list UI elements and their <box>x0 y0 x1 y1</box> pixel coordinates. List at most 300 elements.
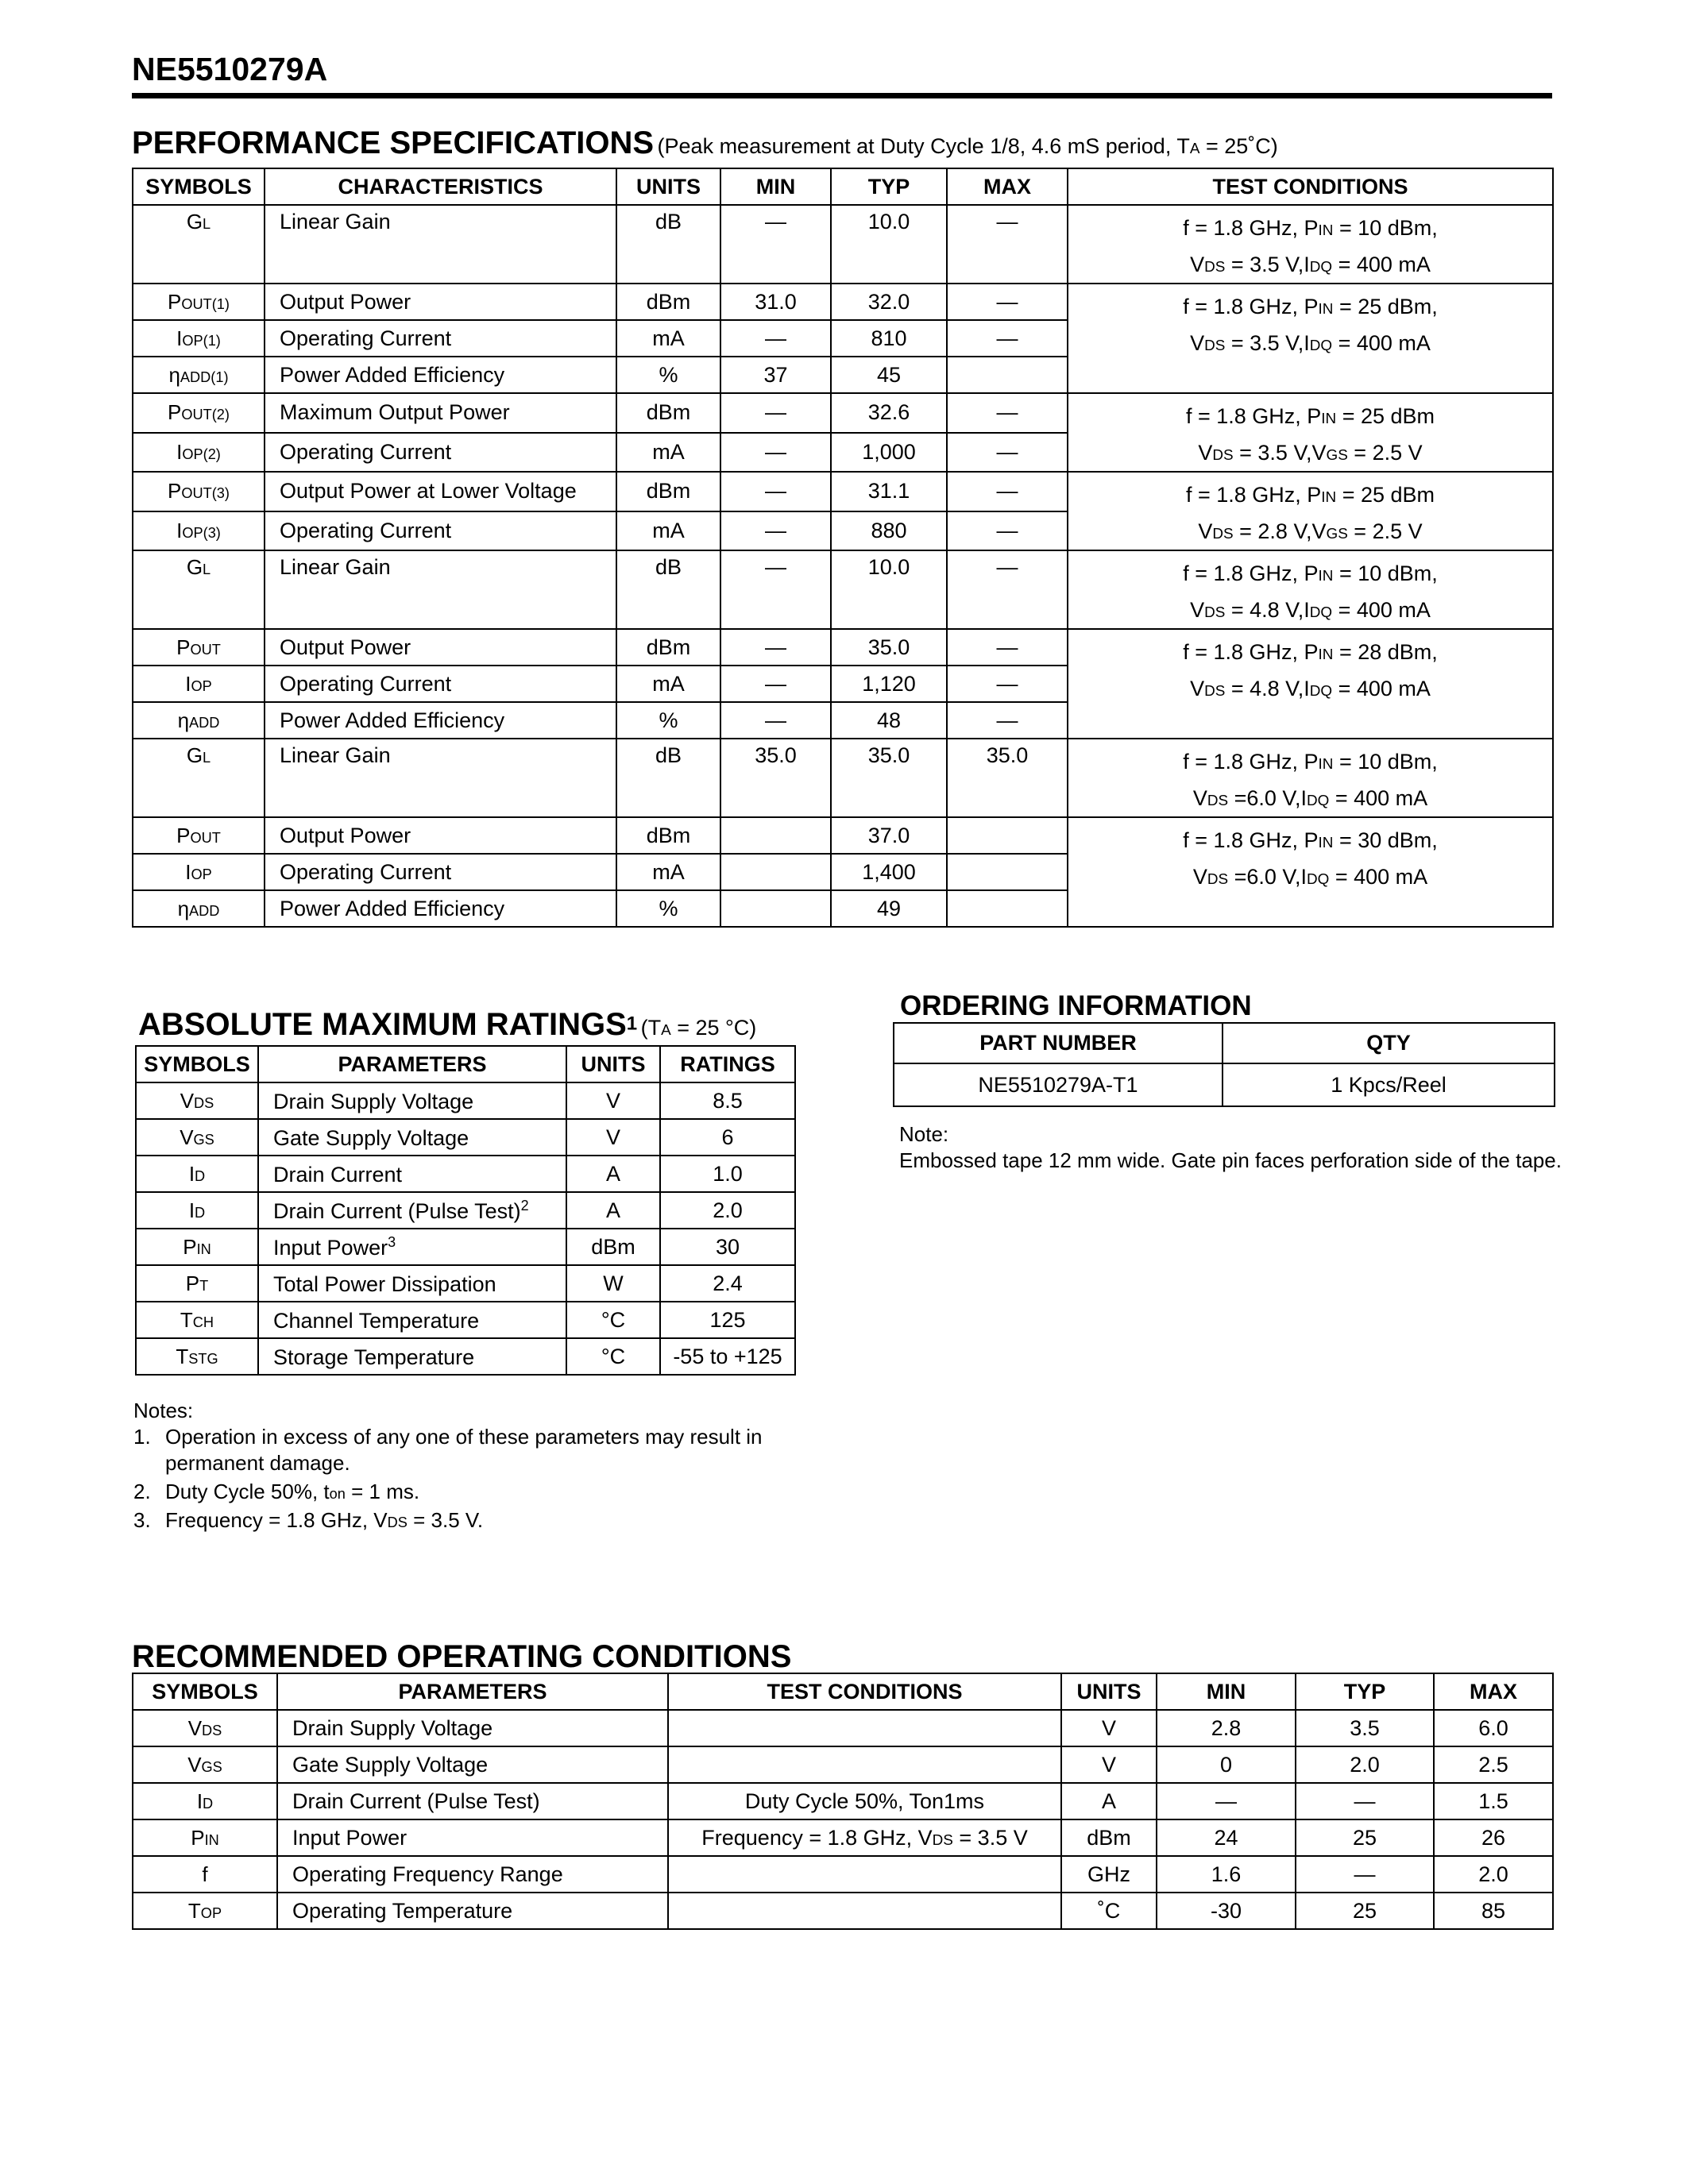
abs-max-notes-heading: Notes: <box>133 1399 194 1422</box>
recommended-title-text: RECOMMENDED OPERATING CONDITIONS <box>132 1639 792 1674</box>
abs-max-table <box>135 1045 796 1376</box>
cond-text: Duty Cycle 50%, Ton1ms <box>744 1788 985 1813</box>
symbol-cell <box>133 1710 277 1746</box>
header-max: MAX <box>947 168 1068 205</box>
performance-header-row <box>133 168 1553 205</box>
header-typ: TYP <box>831 168 947 205</box>
max-cell: — <box>947 320 1068 357</box>
units-cell: dBm <box>616 472 720 511</box>
typ-cell: 45 <box>831 357 947 393</box>
characteristic-cell: Linear Gain <box>265 550 616 629</box>
roc-header-symbols: SYMBOLS <box>133 1673 277 1710</box>
symbol-main: V <box>187 1752 202 1777</box>
characteristic-cell: Operating Current <box>265 433 616 473</box>
recommended-row <box>133 1746 1553 1783</box>
cond-sub: IN <box>1318 835 1334 851</box>
units-cell: A <box>566 1156 660 1192</box>
min-cell: 35.0 <box>720 739 831 817</box>
symbol-cell <box>133 284 265 320</box>
parameter-cell <box>258 1082 566 1119</box>
characteristic-cell: Power Added Efficiency <box>265 702 616 739</box>
symbol-main: V <box>180 1125 194 1149</box>
symbol-cell <box>133 550 265 629</box>
test-conditions-cell <box>1068 393 1553 472</box>
symbol-main: P <box>168 400 182 425</box>
max-cell: 2.0 <box>1434 1856 1553 1893</box>
performance-row <box>133 739 1553 817</box>
symbol-sub: OUT(3) <box>181 485 230 502</box>
units-cell: dB <box>616 550 720 629</box>
roc-header-min: MIN <box>1157 1673 1296 1710</box>
max-cell: — <box>947 550 1068 629</box>
ordering-qty: 1 Kpcs/Reel <box>1223 1063 1555 1106</box>
test-condition-cell <box>668 1819 1061 1856</box>
cond-text: = 3.5 V,V <box>1233 441 1327 465</box>
abs-max-row <box>136 1302 795 1338</box>
parameter-cell <box>258 1119 566 1156</box>
cond-sub: DS <box>1212 447 1234 464</box>
cond-sub: DS <box>932 1831 953 1849</box>
symbol-sub: ADD <box>189 902 220 919</box>
rating-cell: 1.0 <box>660 1156 795 1192</box>
cond-sub: DQ <box>1309 604 1333 621</box>
symbol-sub: L <box>203 750 211 766</box>
symbol-cell <box>133 393 265 433</box>
performance-subtitle-post: = 25˚C) <box>1199 134 1278 158</box>
min-cell: -30 <box>1157 1893 1296 1929</box>
symbol-cell <box>136 1265 258 1302</box>
performance-row <box>133 284 1553 320</box>
symbol-main: G <box>186 743 203 767</box>
max-cell: — <box>947 205 1068 284</box>
ordering-notes <box>899 1121 1566 1174</box>
performance-row <box>133 472 1553 511</box>
max-cell: — <box>947 511 1068 551</box>
abs-max-header-row <box>136 1046 795 1082</box>
symbol-sub: L <box>203 561 211 577</box>
cond-text: V <box>1198 519 1213 543</box>
cond-text: = 400 mA <box>1332 677 1431 700</box>
symbol-sub: DS <box>194 1094 214 1111</box>
symbol-sub: L <box>203 216 211 232</box>
cond-text: V <box>1190 331 1205 355</box>
abs-max-title-sup: 1 <box>626 1013 638 1035</box>
characteristic-cell: Power Added Efficiency <box>265 890 616 927</box>
units-cell: % <box>616 890 720 927</box>
cond-sub: DS <box>1204 604 1226 621</box>
min-cell: 2.8 <box>1157 1710 1296 1746</box>
max-cell: — <box>947 284 1068 320</box>
min-cell: 31.0 <box>720 284 831 320</box>
cond-text: =6.0 V,I <box>1228 786 1307 810</box>
symbol-cell <box>133 357 265 393</box>
ordering-row <box>894 1063 1555 1106</box>
symbol-cell <box>133 1819 277 1856</box>
symbol-cell <box>133 817 265 854</box>
parameter-cell <box>258 1156 566 1192</box>
test-conditions-cell <box>1068 739 1553 817</box>
units-cell: V <box>1061 1710 1157 1746</box>
symbol-main: I <box>185 671 191 696</box>
performance-table <box>132 168 1554 928</box>
max-cell: — <box>947 702 1068 739</box>
symbol-sub: OUT <box>190 641 221 658</box>
symbol-sub: D <box>195 1204 206 1221</box>
cond-text: f = 1.8 GHz, P <box>1185 404 1322 428</box>
cond-sub: IN <box>1321 489 1337 506</box>
ordering-note-heading: Note: <box>899 1122 949 1146</box>
symbol-sub: DS <box>202 1722 222 1738</box>
cond-text: = 4.8 V,I <box>1225 677 1310 700</box>
cond-sub: GS <box>1326 447 1348 464</box>
parameter-text: Drain Current <box>273 1162 403 1187</box>
recommended-row <box>133 1856 1553 1893</box>
cond-text: = 4.8 V,I <box>1225 598 1310 622</box>
symbol-cell <box>136 1192 258 1229</box>
characteristic-cell: Power Added Efficiency <box>265 357 616 393</box>
cond-text: V <box>1192 786 1207 810</box>
symbol-sub: OUT(1) <box>181 295 230 312</box>
cond-sub: DQ <box>1309 683 1333 700</box>
recommended-row <box>133 1893 1553 1929</box>
roc-header-parameters: PARAMETERS <box>277 1673 668 1710</box>
cond-text: Frequency = 1.8 GHz, V <box>701 1825 933 1850</box>
symbol-cell <box>133 1746 277 1783</box>
note-number: 2. <box>133 1480 151 1503</box>
recommended-row <box>133 1710 1553 1746</box>
test-condition-line <box>1068 513 1552 550</box>
max-cell <box>947 357 1068 393</box>
parameter-cell: Gate Supply Voltage <box>277 1746 668 1783</box>
cond-text: = 400 mA <box>1329 865 1428 889</box>
roc-header-typ: TYP <box>1296 1673 1434 1710</box>
cond-text: f = 1.8 GHz, P <box>1185 483 1322 507</box>
units-cell: °C <box>566 1302 660 1338</box>
cond-text: f = 1.8 GHz, P <box>1183 295 1319 318</box>
units-cell: °C <box>566 1338 660 1375</box>
ordering-header-part: PART NUMBER <box>894 1023 1223 1063</box>
symbol-cell <box>136 1119 258 1156</box>
rating-cell: 125 <box>660 1302 795 1338</box>
cond-sub: DS <box>1212 526 1234 542</box>
symbol-main: I <box>196 1788 203 1813</box>
cond-text: = 3.5 V,I <box>1225 331 1310 355</box>
cond-text: V <box>1190 677 1205 700</box>
symbol-cell <box>133 205 265 284</box>
ordering-table <box>893 1022 1555 1107</box>
test-conditions-cell <box>1068 817 1553 927</box>
characteristic-cell: Operating Current <box>265 666 616 702</box>
symbol-sub: CH <box>192 1314 214 1330</box>
recommended-header-row <box>133 1673 1553 1710</box>
symbol-sub: OP <box>191 677 212 694</box>
performance-subtitle-pre: (Peak measurement at Duty Cycle 1/8, 4.6 mS period, T <box>657 134 1190 158</box>
note-text-sub: on <box>329 1486 346 1502</box>
symbol-main: η <box>177 708 190 732</box>
symbol-cell <box>133 739 265 817</box>
performance-row <box>133 550 1553 629</box>
symbol-cell <box>133 1893 277 1929</box>
max-cell: 1.5 <box>1434 1783 1553 1819</box>
symbol-main: T <box>187 1898 201 1923</box>
header-symbols: SYMBOLS <box>133 168 265 205</box>
typ-cell: 37.0 <box>831 817 947 854</box>
rating-cell: -55 to +125 <box>660 1338 795 1375</box>
units-cell: V <box>566 1082 660 1119</box>
units-cell: A <box>1061 1783 1157 1819</box>
symbol-sub: OP(1) <box>182 332 221 349</box>
test-condition-line <box>1068 822 1552 859</box>
symbol-main: f <box>202 1862 208 1886</box>
parameter-cell <box>258 1338 566 1375</box>
parameter-text: Drain Supply Voltage <box>273 1089 474 1113</box>
cond-text: V <box>1190 253 1205 276</box>
symbol-main: G <box>186 555 203 579</box>
characteristic-cell: Output Power <box>265 284 616 320</box>
cond-sub: DS <box>1204 259 1226 276</box>
symbol-cell <box>133 666 265 702</box>
header-units: UNITS <box>616 168 720 205</box>
test-conditions-cell <box>1068 629 1553 739</box>
units-cell: W <box>566 1265 660 1302</box>
cond-text: f = 1.8 GHz, P <box>1183 561 1319 585</box>
typ-cell: 35.0 <box>831 629 947 666</box>
test-condition-line <box>1068 288 1552 325</box>
abs-max-notes <box>133 1398 801 1536</box>
note-text <box>165 1424 801 1479</box>
max-cell: — <box>947 433 1068 473</box>
cond-sub: DS <box>1204 338 1226 354</box>
roc-header-test-conditions: TEST CONDITIONS <box>668 1673 1061 1710</box>
symbol-sub: GS <box>201 1758 222 1775</box>
test-condition-line <box>1068 592 1552 628</box>
units-cell: % <box>616 702 720 739</box>
note-text-pre: Operation in excess of any one of these parameters may result in permanent damage. <box>165 1425 763 1475</box>
symbol-main: I <box>176 518 183 542</box>
cond-text: = 400 mA <box>1329 786 1428 810</box>
symbol-main: P <box>176 823 191 847</box>
test-condition-line <box>1068 634 1552 670</box>
typ-cell: 10.0 <box>831 550 947 629</box>
symbol-cell <box>136 1338 258 1375</box>
typ-cell: 32.0 <box>831 284 947 320</box>
footnote-ref: 2 <box>520 1197 529 1214</box>
parameter-text: Input Power <box>273 1235 388 1260</box>
parameter-text: Channel Temperature <box>273 1308 480 1333</box>
min-cell: 24 <box>1157 1819 1296 1856</box>
typ-cell: 810 <box>831 320 947 357</box>
units-cell: V <box>566 1119 660 1156</box>
amr-header-parameters: PARAMETERS <box>258 1046 566 1082</box>
symbol-main: T <box>180 1307 193 1332</box>
recommended-title <box>132 1639 791 1675</box>
symbol-sub: OP(3) <box>182 524 221 541</box>
max-cell <box>947 817 1068 854</box>
max-cell <box>947 854 1068 890</box>
typ-cell: 25 <box>1296 1893 1434 1929</box>
symbol-cell <box>133 433 265 473</box>
cond-text: = 25 dBm <box>1336 483 1435 507</box>
symbol-sub: OP(2) <box>182 446 221 462</box>
symbol-sub: STG <box>188 1350 218 1367</box>
symbol-cell <box>133 1856 277 1893</box>
cond-text: V <box>1192 865 1207 889</box>
performance-subtitle <box>658 134 1278 158</box>
symbol-main: P <box>168 289 182 314</box>
abs-max-row <box>136 1082 795 1119</box>
units-cell: GHz <box>1061 1856 1157 1893</box>
max-cell: 26 <box>1434 1819 1553 1856</box>
units-cell: ˚C <box>1061 1893 1157 1929</box>
cond-text: = 25 dBm <box>1336 404 1435 428</box>
parameter-cell <box>258 1302 566 1338</box>
amr-header-units: UNITS <box>566 1046 660 1082</box>
test-condition-cell <box>668 1746 1061 1783</box>
symbol-main: P <box>176 635 191 659</box>
performance-row <box>133 205 1553 284</box>
test-conditions-cell <box>1068 550 1553 629</box>
symbol-main: η <box>177 896 190 920</box>
characteristic-cell: Operating Current <box>265 511 616 551</box>
max-cell: — <box>947 472 1068 511</box>
symbol-main: G <box>186 210 203 233</box>
cond-sub: IN <box>1318 756 1334 773</box>
test-condition-cell <box>668 1783 1061 1819</box>
characteristic-cell: Linear Gain <box>265 739 616 817</box>
parameter-cell: Operating Temperature <box>277 1893 668 1929</box>
characteristic-cell: Operating Current <box>265 854 616 890</box>
cond-text: = 3.5 V,I <box>1225 253 1310 276</box>
cond-sub: DQ <box>1309 338 1333 354</box>
ordering-title-text: ORDERING INFORMATION <box>900 990 1252 1021</box>
cond-sub: IN <box>1318 301 1334 318</box>
parameter-cell: Drain Current (Pulse Test) <box>277 1783 668 1819</box>
cond-text: f = 1.8 GHz, P <box>1183 828 1319 852</box>
test-conditions-cell <box>1068 284 1553 393</box>
abs-max-subtitle-post: = 25 °C) <box>670 1016 757 1040</box>
cond-text: = 2.5 V <box>1347 441 1423 465</box>
note-text-post: = 3.5 V. <box>407 1508 484 1532</box>
abs-max-row <box>136 1229 795 1265</box>
performance-title-text: PERFORMANCE SPECIFICATIONS <box>132 125 655 160</box>
roc-header-units: UNITS <box>1061 1673 1157 1710</box>
min-cell: — <box>720 511 831 551</box>
note-number: 3. <box>133 1508 151 1532</box>
recommended-row <box>133 1783 1553 1819</box>
min-cell: — <box>720 666 831 702</box>
note-text-pre: Duty Cycle 50%, t <box>165 1480 330 1503</box>
test-condition-cell <box>668 1856 1061 1893</box>
symbol-cell <box>133 511 265 551</box>
typ-cell: — <box>1296 1783 1434 1819</box>
recommended-table <box>132 1673 1554 1930</box>
units-cell: dBm <box>616 284 720 320</box>
cond-sub: DQ <box>1306 793 1330 809</box>
cond-text: = 400 mA <box>1332 331 1431 355</box>
cond-text: f = 1.8 GHz, P <box>1183 640 1319 664</box>
note-item <box>133 1424 801 1479</box>
cond-sub: IN <box>1318 646 1334 663</box>
min-cell: — <box>720 472 831 511</box>
symbol-main: I <box>176 326 183 350</box>
rating-cell: 2.4 <box>660 1265 795 1302</box>
rating-cell: 8.5 <box>660 1082 795 1119</box>
abs-max-row <box>136 1265 795 1302</box>
symbol-cell <box>133 890 265 927</box>
symbol-main: I <box>185 859 191 884</box>
cond-text: V <box>1190 598 1205 622</box>
symbol-sub: GS <box>193 1131 214 1148</box>
test-condition-line <box>1068 670 1552 707</box>
units-cell: dBm <box>616 817 720 854</box>
cond-sub: IN <box>1318 568 1334 585</box>
cond-text: f = 1.8 GHz, P <box>1183 750 1319 774</box>
ordering-note-text: Embossed tape 12 mm wide. Gate pin faces perforation side of the tape. <box>899 1148 1562 1172</box>
characteristic-cell: Output Power <box>265 817 616 854</box>
header-characteristics: CHARACTERISTICS <box>265 168 616 205</box>
max-cell: 35.0 <box>947 739 1068 817</box>
units-cell: mA <box>616 854 720 890</box>
characteristic-cell: Operating Current <box>265 320 616 357</box>
test-condition-cell <box>668 1893 1061 1929</box>
test-condition-line <box>1068 780 1552 816</box>
characteristic-cell: Maximum Output Power <box>265 393 616 433</box>
typ-cell: 2.0 <box>1296 1746 1434 1783</box>
performance-row <box>133 393 1553 433</box>
rating-cell: 30 <box>660 1229 795 1265</box>
ordering-title <box>900 990 1252 1022</box>
units-cell: A <box>566 1192 660 1229</box>
typ-cell: 25 <box>1296 1819 1434 1856</box>
cond-text: = 10 dBm, <box>1333 561 1438 585</box>
typ-cell: 48 <box>831 702 947 739</box>
units-cell: mA <box>616 433 720 473</box>
typ-cell: 1,000 <box>831 433 947 473</box>
symbol-cell <box>133 854 265 890</box>
characteristic-cell: Output Power at Lower Voltage <box>265 472 616 511</box>
abs-max-subtitle <box>641 1016 757 1040</box>
symbol-main: P <box>191 1825 205 1850</box>
symbol-sub: OUT(2) <box>181 407 230 423</box>
header-test-conditions: TEST CONDITIONS <box>1068 168 1553 205</box>
cond-sub: IN <box>1318 222 1334 239</box>
test-condition-line <box>1068 477 1552 513</box>
performance-row <box>133 629 1553 666</box>
typ-cell: 880 <box>831 511 947 551</box>
symbol-cell <box>136 1229 258 1265</box>
typ-cell: 3.5 <box>1296 1710 1434 1746</box>
units-cell: mA <box>616 666 720 702</box>
header-min: MIN <box>720 168 831 205</box>
units-cell: dBm <box>1061 1819 1157 1856</box>
min-cell: — <box>720 320 831 357</box>
ordering-header-qty: QTY <box>1223 1023 1555 1063</box>
cond-sub: GS <box>1326 526 1348 542</box>
performance-subtitle-sub: A <box>1189 141 1200 157</box>
symbol-main: V <box>180 1088 195 1113</box>
cond-text: = 10 dBm, <box>1333 750 1438 774</box>
abs-max-row <box>136 1156 795 1192</box>
performance-row <box>133 817 1553 854</box>
typ-cell: 35.0 <box>831 739 947 817</box>
symbol-cell <box>136 1156 258 1192</box>
cond-text: = 2.8 V,V <box>1233 519 1327 543</box>
parameter-text: Drain Current (Pulse Test) <box>273 1198 521 1223</box>
min-cell: — <box>720 433 831 473</box>
symbol-main: I <box>176 439 183 464</box>
header-rule <box>132 93 1552 98</box>
min-cell <box>720 854 831 890</box>
